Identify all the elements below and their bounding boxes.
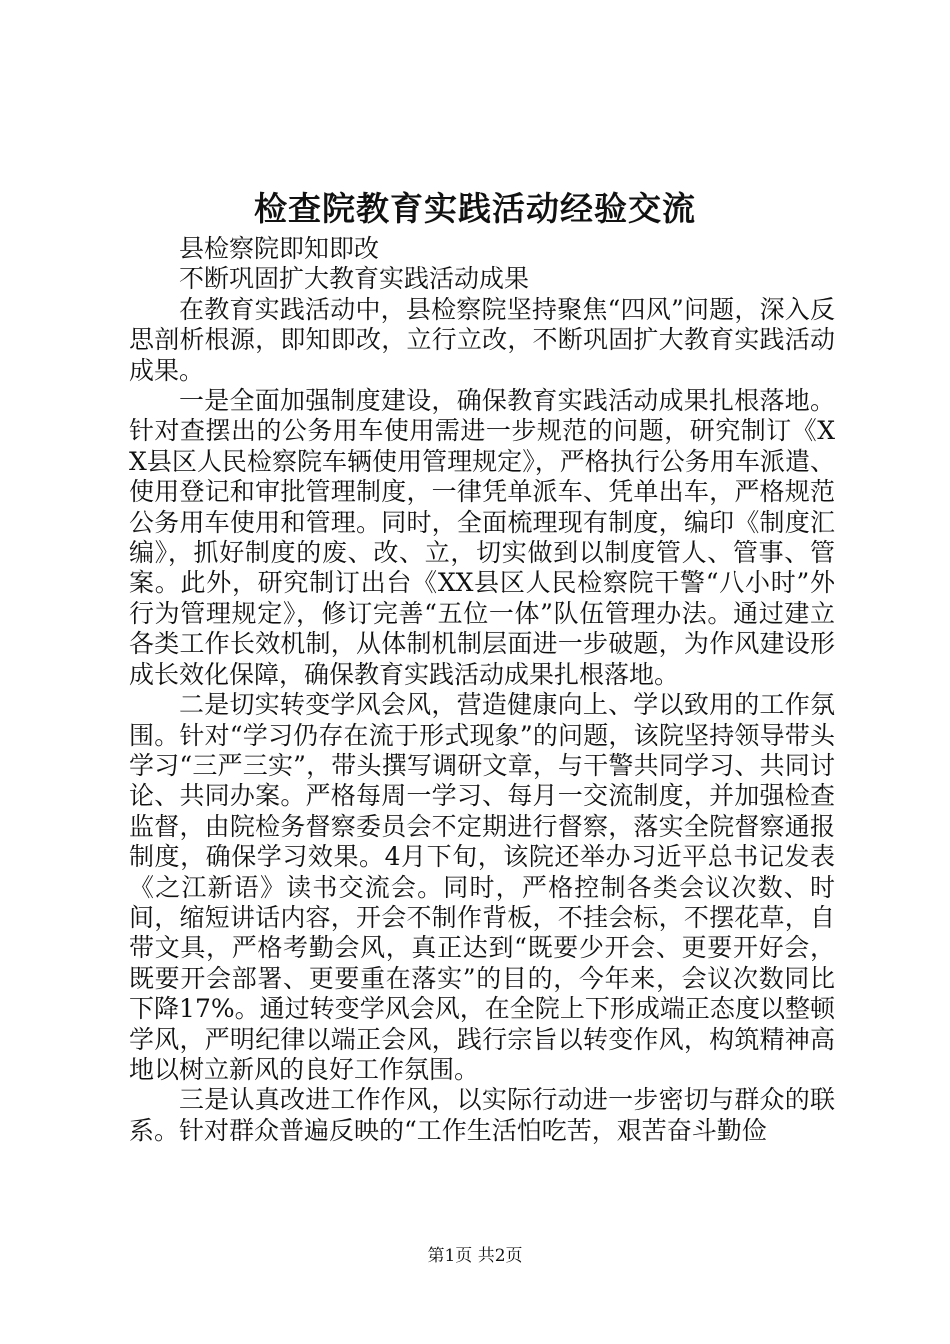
paragraph-work-style: 三是认真改进工作作风，以实际行动进一步密切与群众的联系。针对群众普遍反映的“工作生活怕吃苦，艰苦奋斗勤俭 — [129, 1085, 835, 1145]
document-title: 检查院教育实践活动经验交流 — [254, 189, 696, 228]
page-number-footer: 第1页 共2页 — [427, 1246, 523, 1266]
subtitle-line-2: 不断巩固扩大教育实践活动成果 — [179, 264, 530, 294]
document-body — [129, 234, 835, 1146]
paragraph-institution-building: 一是全面加强制度建设，确保教育实践活动成果扎根落地。针对查摆出的公务用车使用需进一步规范的问题，研究制订《XX县区人民检察院车辆使用管理规定》，严格执行公务用车派遣、使用登记和审批管理制度，一律凭单派车、凭单出车，严格规范公务用车使用和管理。同时，全面梳理现有制度，编印《制度汇编》，抓好制度的废、改、立，切实做到以制度管人、管事、管案。此外，研究制订出台《XX县区人民检察院干警“八小时”外行为管理规定》，修订完善“五位一体”队伍管理办法。通过建立各类工作长效机制，从体制机制层面进一步破题，为作风建设形成长效化保障，确保教育实践活动成果扎根落地。 — [129, 386, 835, 689]
subtitle-line-1: 县检察院即知即改 — [179, 234, 380, 263]
intro-paragraph: 在教育实践活动中，县检察院坚持聚焦“四风”问题，深入反思剖析根源，即知即改，立行立改，不断巩固扩大教育实践活动成果。 — [129, 294, 835, 385]
paragraph-study-meeting-style: 二是切实转变学风会风，营造健康向上、学以致用的工作氛围。针对“学习仍存在流于形式现象”的问题，该院坚持领导带头学习“三严三实”，带头撰写调研文章，与干警共同学习、共同讨论、共同办案。严格每周一学习、每月一交流制度，并加强检查监督，由院检务督察委员会不定期进行督察，落实全院督察通报制度，确保学习效果。4月下旬，该院还举办习近平总书记发表《之江新语》读书交流会。同时，严格控制各类会议次数、时间，缩短讲话内容，开会不制作背板，不挂会标，不摆花草，自带文具，严格考勤会风，真正达到“既要少开会、更要开好会，既要开会部署、更要重在落实”的目的，今年来，会议次数同比下降17%。通过转变学风会风，在全院上下形成端正态度以整顿学风，严明纪律以端正会风，践行宗旨以转变作风，构筑精神高地以树立新风的良好工作氛围。 — [129, 690, 835, 1084]
